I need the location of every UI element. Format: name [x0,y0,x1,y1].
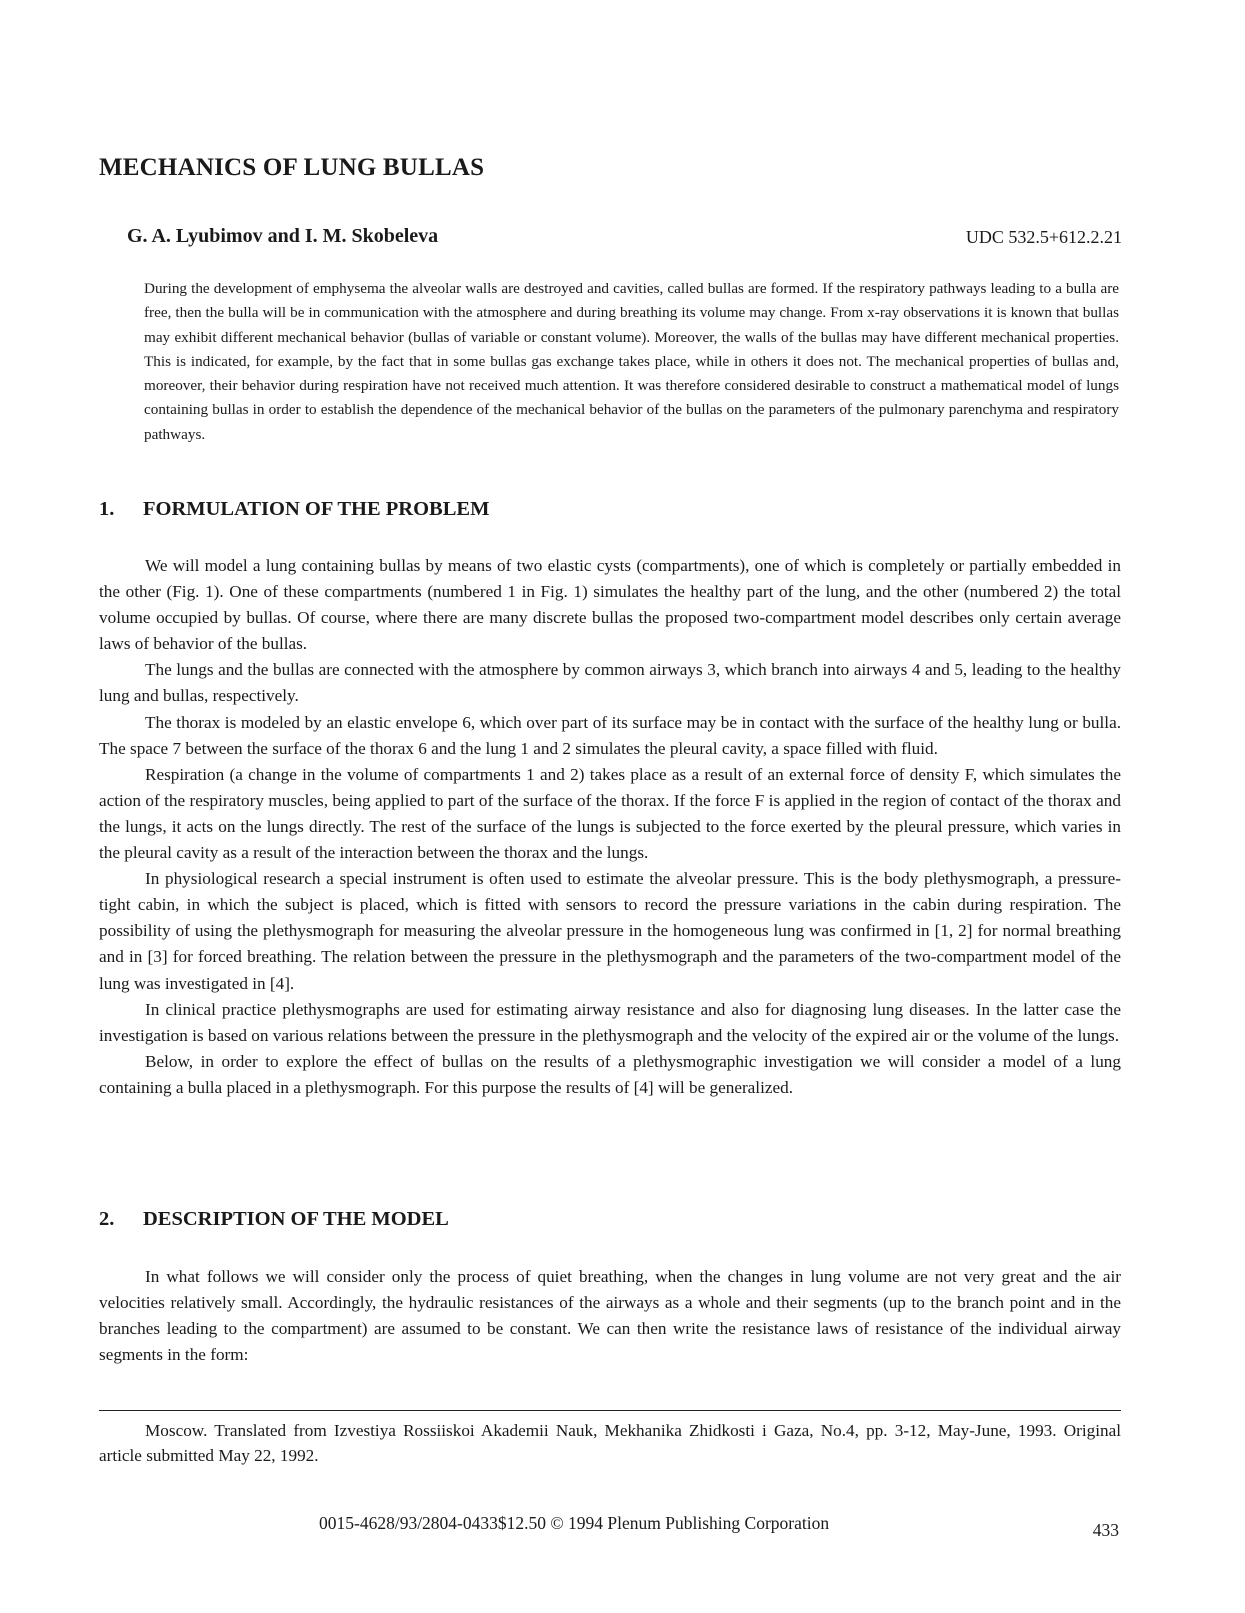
paragraph: In what follows we will consider only the process of quiet breathing, when the changes in lung volume are not very great and the air velocities relatively small. Accordingly, the hydraulic resistances of the airways as a whole and their segments (up to the branch point and in the branches leading to the compartment) are assumed to be constant. We can then write the resistance laws of resistance of the individual airway segments in the form: [99,1267,1121,1365]
paragraph: Respiration (a change in the volume of compartments 1 and 2) takes place as a result of an external force of density F, which simulates the action of the respiratory muscles, being applied to part of the surface of the thorax. If the force F is applied in the region of contact of the thorax and the lungs, it acts on the lungs directly. The rest of the surface of the lungs is subjected to the force exerted by the pleural pressure, which varies in the pleural cavity as a result of the interaction between the thorax and the lungs. [99,764,1121,863]
section-2-number: 2. [99,1208,115,1230]
section-2-body [99,1264,1121,1368]
section-1-number: 1. [99,498,115,520]
section-2-title: DESCRIPTION OF THE MODEL [143,1208,449,1230]
paper-title: MECHANICS OF LUNG BULLAS [99,154,485,181]
section-1-heading [99,498,489,521]
page-number: 433 [1092,1520,1119,1540]
abstract: During the development of emphysema the alveolar walls are destroyed and cavities, called bullas are formed. If the respiratory pathways leading to a bulla are free, then the bulla will be in communication with the atmosphere and during breathing its volume may change. From x-ray observations it is known that bullas may exhibit different mechanical behavior (bullas of variable or constant volume). Moreover, the walls of the bullas may have different mechanical properties. This is indicated, for example, by the fact that in some bullas gas exchange takes place, while in others it does not. The mechanical properties of bullas and, moreover, their behavior during respiration have not received much attention. It was therefore considered desirable to construct a mathematical model of lungs containing bullas in order to establish the dependence of the mechanical behavior of the bullas on the parameters of the pulmonary parenchyma and respiratory pathways. [144,280,1119,443]
paragraph: In physiological research a special instrument is often used to estimate the alveolar pressure. This is the body plethysmograph, a pressure-tight cabin, in which the subject is placed, which is fitted with sensors to record the pressure variations in the cabin during respiration. The possibility of using the plethysmograph for measuring the alveolar pressure in the homogeneous lung was confirmed in [1, 2] for normal breathing and in [3] for forced breathing. The relation between the pressure in the plethysmograph and the parameters of the two-compartment model of the lung was investigated in [4]. [99,869,1121,993]
paragraph: Below, in order to explore the effect of bullas on the results of a plethysmographic investigation we will consider a model of a lung containing a bulla placed in a plethysmograph. For this purpose the results of [4] will be generalized. [99,1051,1121,1097]
section-1-body [99,553,1121,1101]
paper-authors: G. A. Lyubimov and I. M. Skobeleva [127,225,439,247]
paragraph: In clinical practice plethysmographs are used for estimating airway resistance and also for diagnosing lung diseases. In the latter case the investigation is based on various relations between the pressure in the plethysmograph and the velocity of the expired air or the volume of the lungs. [99,999,1121,1045]
section-2-heading [99,1208,449,1231]
section-1-title: FORMULATION OF THE PROBLEM [143,498,490,520]
footnote: Moscow. Translated from Izvestiya Rossiiskoi Akademii Nauk, Mekhanika Zhidkosti i Gaza, No.4, pp. 3-12, May-June, 1993. Original article submitted May 22, 1992. [99,1421,1121,1465]
footnote-divider [99,1410,1121,1411]
copyright-line: 0015-4628/93/2804-0433$12.50 © 1994 Plenum Publishing Corporation [319,1513,830,1533]
paragraph: We will model a lung containing bullas by means of two elastic cysts (compartments), one of which is completely or partially embedded in the other (Fig. 1). One of these compartments (numbered 1 in Fig. 1) simulates the healthy part of the lung, and the other (numbered 2) the total volume occupied by bullas. Of course, where there are many discrete bullas the proposed two-compartment model describes only certain average laws of behavior of the bullas. [99,556,1121,654]
paragraph: The lungs and the bullas are connected with the atmosphere by common airways 3, which branch into airways 4 and 5, leading to the healthy lung and bullas, respectively. [99,660,1121,706]
paragraph: The thorax is modeled by an elastic envelope 6, which over part of its surface may be in contact with the surface of the healthy lung or bulla. The space 7 between the surface of the thorax 6 and the lung 1 and 2 simulates the pleural cavity, a space filled with fluid. [99,712,1121,758]
udc-code: UDC 532.5+612.2.21 [965,227,1122,247]
